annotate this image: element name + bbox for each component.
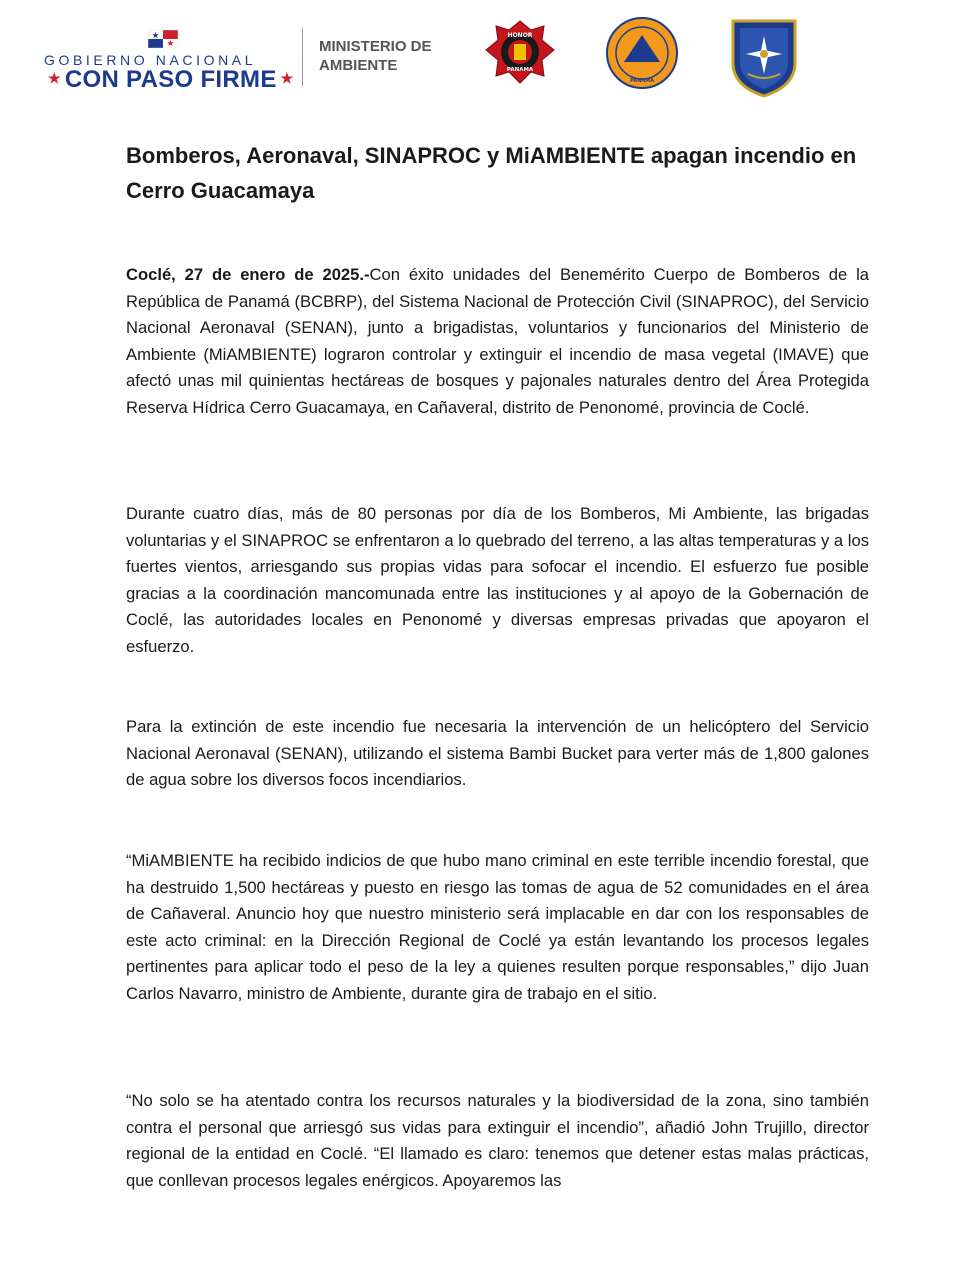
article-title: Bomberos, Aeronaval, SINAPROC y MiAMBIENTE apagan incendio en Cerro Guacamaya xyxy=(126,143,857,203)
senan-shield-icon xyxy=(730,18,798,98)
article-paragraph-4: “MiAMBIENTE ha recibido indicios de que hubo mano criminal en este terrible incendio forestal, que ha destruido 1,500 hectáreas y puesto en riesgo las tomas de agua de 52 comunidades en el área de Cañaveral. Anuncio hoy que nuestro ministerio será implacable en dar con los responsables de este acto criminal: en la Dirección Regional de Coclé ya están levantando los procesos legales pertinentes para aplicar todo el peso de la ley a quienes resulten porque responsables,” dijo Juan Carlos Navarro, ministro de Ambiente, durante gira de trabajo en el sitio. xyxy=(126,851,869,1003)
header-divider xyxy=(302,28,303,86)
article-paragraph-2: Durante cuatro días, más de 80 personas por día de los Bomberos, Mi Ambiente, las brigadas voluntarias y el SINAPROC se enfrentaron a lo quebrado del terreno, a las altas temperaturas y a los fuertes vientos, arriesgando sus propias vidas para sofocar el incendio. El esfuerzo fue posible gracias a la coordinación mancomunada entre las instituciones y al apoyo de la Gobernación de Coclé, las autoridades locales en Penonomé y diversas empresas privadas que apoyaron el esfuerzo. xyxy=(126,504,869,656)
government-slogan: ★ CON PASO FIRME ★ xyxy=(44,66,294,94)
government-logo xyxy=(44,28,294,93)
article-dateline: Coclé, 27 de enero de 2025.- xyxy=(126,265,370,284)
sinaproc-emblem-icon xyxy=(605,16,679,90)
svg-text:PANAMA: PANAMA xyxy=(506,67,534,73)
letterhead xyxy=(0,0,974,118)
panama-flag-icon xyxy=(148,30,178,48)
article-paragraph-5: “No solo se ha atentado contra los recursos naturales y la biodiversidad de la zona, sino también contra el personal que arriesgó sus vidas para extinguir el incendio”, añadió John Trujillo, director regional de la entidad en Coclé. “El llamado es claro: tenemos que detener estas malas prácticas, que conllevan procesos legales enérgicos. Apoyaremos las xyxy=(126,1091,869,1190)
bomberos-emblem-icon xyxy=(484,20,556,84)
article-paragraph-3: Para la extinción de este incendio fue necesaria la intervención de un helicóptero del Servicio Nacional Aeronaval (SENAN), utilizando el sistema Bambi Bucket para verter más de 1,800 galones de agua sobre los diversos focos incendiarios. xyxy=(126,717,869,790)
star-icon: ★ xyxy=(280,70,294,86)
ministry-name: MINISTERIO DE AMBIENTE xyxy=(319,38,432,74)
svg-text:PANAMA: PANAMA xyxy=(630,78,654,84)
article-paragraph-1: Coclé, 27 de enero de 2025.-Con éxito unidades del Benemérito Cuerpo de Bomberos de la República de Panamá (BCBRP), del Sistema Nacional de Protección Civil (SINAPROC), del Servicio Nacional Aeronaval (SENAN), junto a brigadistas, voluntarios y funcionarios del Ministerio de Ambiente (MiAMBIENTE) lograron controlar y extinguir el incendio de masa vegetal (IMAVE) que afectó unas mil quinientas hectáreas de bosques y pajonales naturales dentro del Área Protegida Reserva Hídrica Cerro Guacamaya, en Cañaveral, distrito de Penonomé, provincia de Coclé. xyxy=(126,265,869,417)
svg-text:HONOR: HONOR xyxy=(507,32,533,39)
government-name: GOBIERNO NACIONAL xyxy=(44,52,257,68)
star-icon: ★ xyxy=(48,70,61,86)
